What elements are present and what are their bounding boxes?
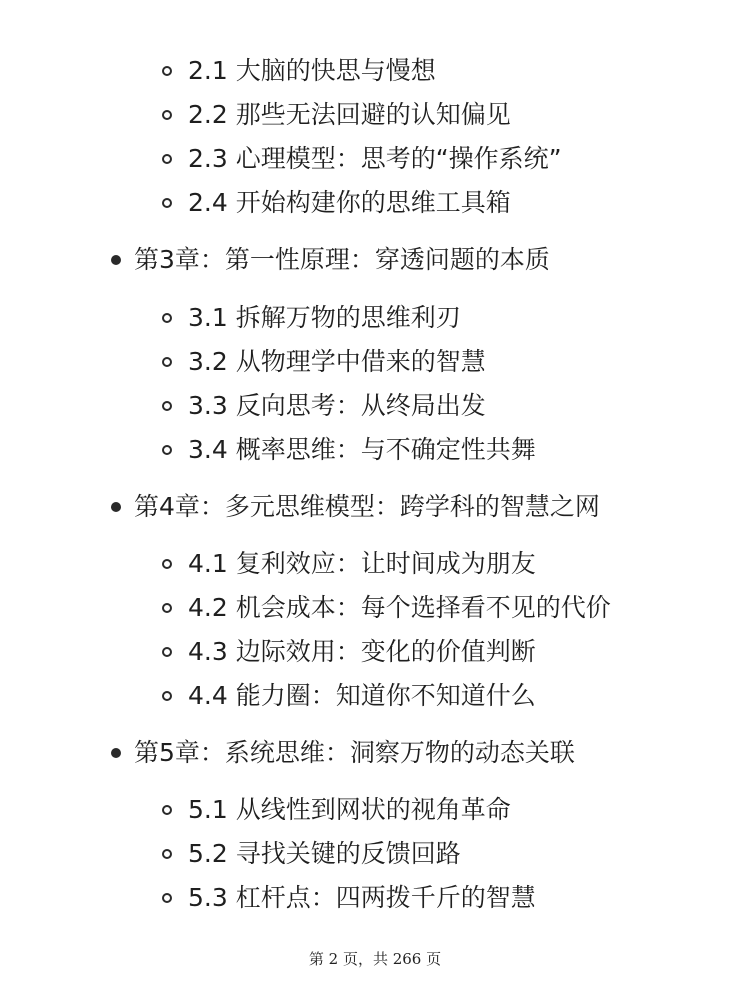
hollow-bullet-icon (162, 893, 172, 903)
hollow-bullet-icon (162, 198, 172, 208)
hollow-bullet-icon (162, 110, 172, 120)
toc-item-text: 4.2 机会成本：每个选择看不见的代价 (188, 593, 611, 622)
toc-item-text: 3.4 概率思维：与不确定性共舞 (188, 435, 536, 464)
toc-item-text: 5.3 杠杆点：四两拨千斤的智慧 (188, 883, 536, 912)
page-footer: 第 2 页，共 266 页 (308, 950, 442, 968)
hollow-bullet-icon (162, 805, 172, 815)
filled-bullet-icon (111, 255, 121, 265)
toc-item-text: 5.1 从线性到网状的视角革命 (188, 795, 511, 824)
hollow-bullet-icon (162, 559, 172, 569)
toc-item-text: 3.3 反向思考：从终局出发 (188, 391, 486, 420)
toc-item-text: 2.1 大脑的快思与慢想 (188, 56, 436, 85)
hollow-bullet-icon (162, 154, 172, 164)
toc-item-text: 2.3 心理模型：思考的“操作系统” (188, 144, 562, 173)
hollow-bullet-icon (162, 603, 172, 613)
toc-item-text: 3.2 从物理学中借来的智慧 (188, 347, 486, 376)
toc-item-text: 4.1 复利效应：让时间成为朋友 (188, 549, 536, 578)
hollow-bullet-icon (162, 313, 172, 323)
hollow-bullet-icon (162, 691, 172, 701)
filled-bullet-icon (111, 748, 121, 758)
hollow-bullet-icon (162, 849, 172, 859)
hollow-bullet-icon (162, 445, 172, 455)
toc-item-text: 4.4 能力圈：知道你不知道什么 (188, 681, 536, 710)
toc-item-text: 5.2 寻找关键的反馈回路 (188, 839, 461, 868)
filled-bullet-icon (111, 502, 121, 512)
toc-chapter-text: 第5章：系统思维：洞察万物的动态关联 (134, 738, 575, 767)
toc-item-text: 3.1 拆解万物的思维利刃 (188, 303, 461, 332)
toc-chapter-text: 第3章：第一性原理：穿透问题的本质 (134, 245, 550, 274)
toc-item-text: 2.4 开始构建你的思维工具箱 (188, 188, 511, 217)
hollow-bullet-icon (162, 357, 172, 367)
hollow-bullet-icon (162, 647, 172, 657)
toc-chapter-text: 第4章：多元思维模型：跨学科的智慧之网 (134, 492, 600, 521)
toc-item-text: 4.3 边际效用：变化的价值判断 (188, 637, 536, 666)
hollow-bullet-icon (162, 401, 172, 411)
hollow-bullet-icon (162, 66, 172, 76)
toc-item-text: 2.2 那些无法回避的认知偏见 (188, 100, 511, 129)
